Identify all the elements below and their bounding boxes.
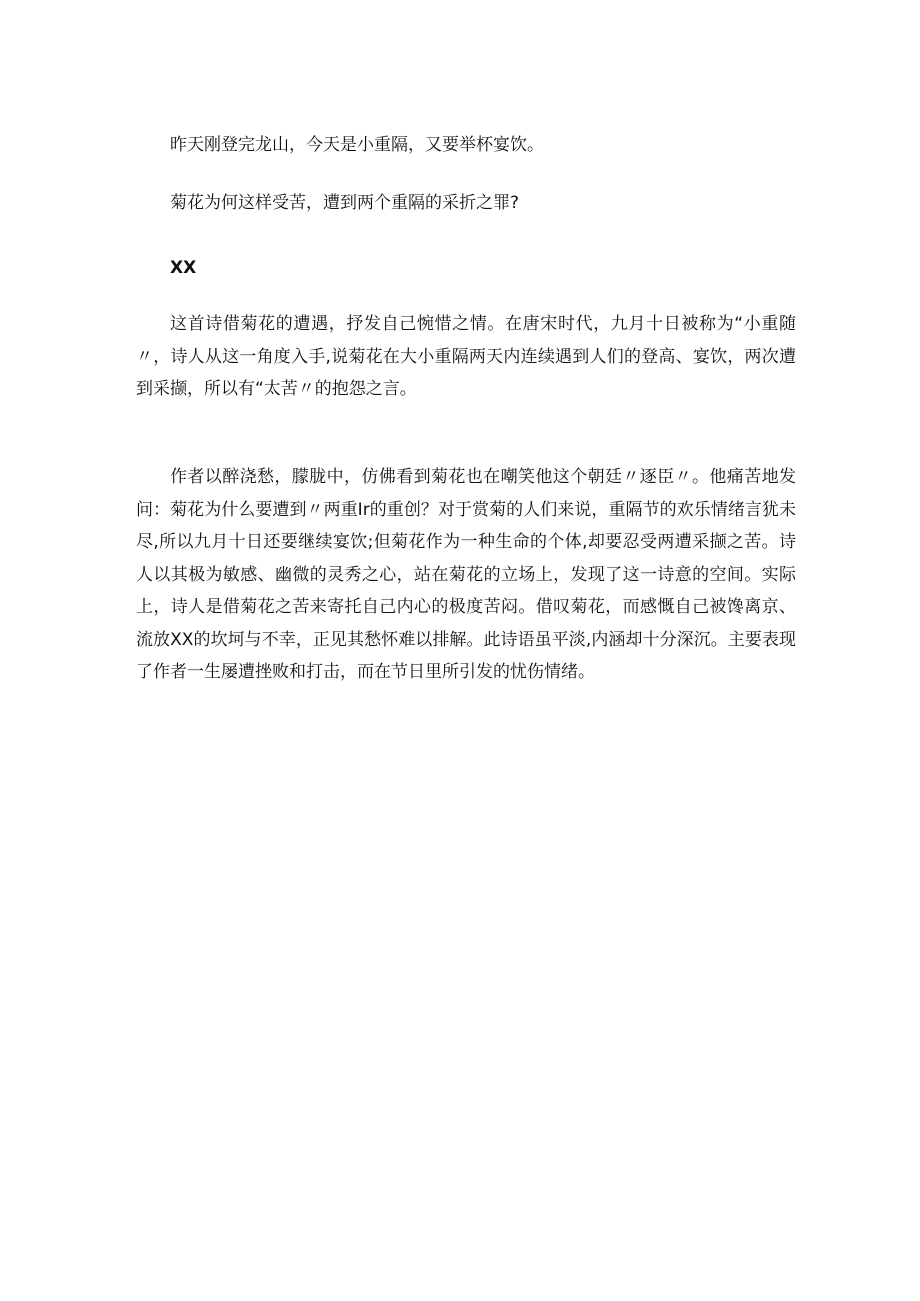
commentary-paragraph-1: 这首诗借菊花的遭遇，抒发自己惋惜之情。在唐宋时代，九月十日被称为“小重随〃，诗人从这一角度入手,说菊花在大小重隔两天内连续遇到人们的登高、宴饮，两次遭到采撷，所以有“太苦〃的抱怨之言。 <box>136 314 796 399</box>
commentary-paragraph-2: 作者以醉浇愁，朦胧中，仿佛看到菊花也在嘲笑他这个朝廷〃逐臣〃。他痛苦地发问：菊花为什么要遭到〃两重Ir的重创？对于赏菊的人们来说，重隔节的欢乐情绪言犹未尽,所以九月十日还要继续宴饮;但菊花作为一种生命的个体,却要忍受两遭采撷之苦。诗人以其极为敏感、幽微的灵秀之心，站在菊花的立场上，发现了这一诗意的空间。实际上，诗人是借菊花之苦来寄托自己内心的极度苦闷。借叹菊花，而感慨自己被馋离京、流放XX的坎坷与不幸，正见其愁怀难以排解。此诗语虽平淡,内涵却十分深沉。主要表现了作者一生屡遭挫败和打击，而在节日里所引发的忧伤情绪。 <box>136 467 796 682</box>
poem-line-1: 昨天刚登完龙山，今天是小重隔，又要举杯宴饮。 <box>170 135 544 155</box>
poem-line-2: 菊花为何这样受苦，遭到两个重隔的采折之罪? <box>170 193 520 213</box>
section-heading: XX <box>170 258 197 278</box>
